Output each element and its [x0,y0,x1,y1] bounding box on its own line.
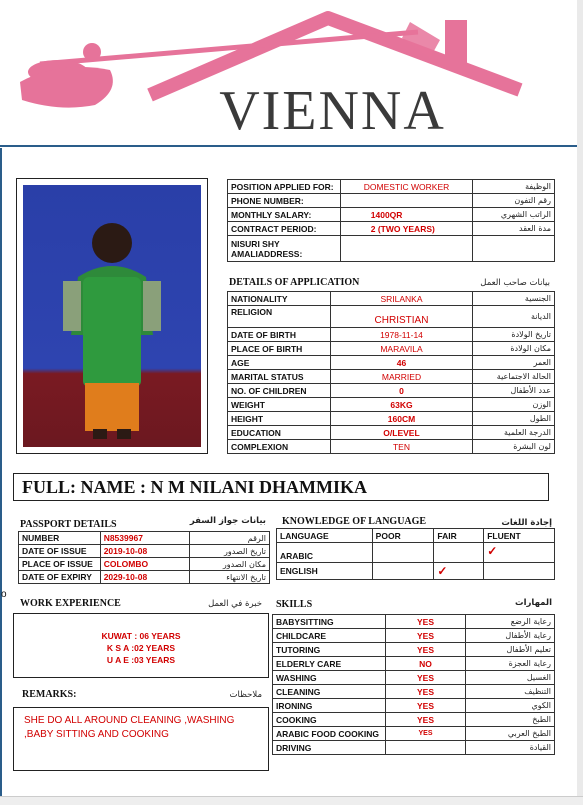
passport-table [18,531,270,584]
position-label: POSITION APPLIED FOR: [228,180,341,194]
skill-cleaning-value: YES [385,685,466,699]
skill-babysitting-label-ar: رعاية الرضع [466,615,555,629]
phone-label: PHONE NUMBER: [228,194,341,208]
lang-english-poor [372,563,434,580]
skill-cooking-value: YES [385,713,466,727]
skill-cooking-label-ar: الطبخ [466,713,555,727]
remarks-title-ar: ملاحظات [229,690,262,700]
table-row [273,643,555,657]
skill-childcare-value: YES [385,629,466,643]
issue-place-label: PLACE OF ISSUE [19,558,101,571]
lang-header-fluent: FLUENT [484,529,555,543]
marital-value: MARRIED [330,370,472,384]
lang-english-label: ENGLISH [277,563,373,580]
lang-english-fluent [484,563,555,580]
dob-value: 1978-11-14 [330,328,472,342]
skill-cooking-label: COOKING [273,713,386,727]
applicant-photo [16,178,208,454]
salary-value: 1400QR [340,208,473,222]
nationality-label: NATIONALITY [228,292,331,306]
table-row [273,629,555,643]
skill-ironing-value: YES [385,699,466,713]
language-table [276,528,555,580]
table-row [228,356,555,370]
table-row [273,713,555,727]
education-label-ar: الدرجة العلمية [473,426,555,440]
scrollbar[interactable] [577,0,583,805]
table-row [228,342,555,356]
table-row [277,543,555,563]
work-line: K S A :02 YEARS [106,643,176,653]
complexion-label: COMPLEXION [228,440,331,454]
table-row [228,440,555,454]
salary-label: MONTHLY SALARY: [228,208,341,222]
table-row [228,222,555,236]
pob-label-ar: مكان الولادة [473,342,555,356]
table-row [277,563,555,580]
remarks-text: SHE DO ALL AROUND CLEANING ,WASHING ,BABY SITTING AND COOKING [24,715,235,740]
skill-elderly-label-ar: رعاية العجزة [466,657,555,671]
passport-number-label-ar: الرقم [190,532,270,545]
person-figure [23,185,201,447]
salary-label-ar: الراتب الشهري [473,208,555,222]
weight-value: 63KG [330,398,472,412]
education-label: EDUCATION [228,426,331,440]
address-label-ar [473,236,555,262]
table-row [19,571,270,584]
pob-label: PLACE OF BIRTH [228,342,331,356]
work-line: KUWAT : 06 YEARS [101,631,181,641]
passport-number-label: NUMBER [19,532,101,545]
skill-elderly-label: ELDERLY CARE [273,657,386,671]
skill-washing-value: YES [385,671,466,685]
marital-label: MARITAL STATUS [228,370,331,384]
issue-date-value: 2019-10-08 [100,545,190,558]
age-label-ar: العمر [473,356,555,370]
address-label: NISURI SHY AMALIADDRESS: [228,236,341,262]
work-title-ar: خبرة في العمل [208,599,262,609]
pob-value: MARAVILA [330,342,472,356]
table-row [273,727,555,741]
weight-label-ar: الوزن [473,398,555,412]
age-value: 46 [330,356,472,370]
expiry-label-ar: تاريخ الانتهاء [190,571,270,584]
skills-title: SKILLS [276,599,313,610]
lang-arabic-poor [372,543,434,563]
lang-english-fair: ✓ [434,563,484,580]
children-label-ar: عدد الأطفال [473,384,555,398]
weight-label: WEIGHT [228,398,331,412]
table-row [277,529,555,543]
phone-value [340,194,473,208]
language-title-ar: إجادة اللغات [501,518,552,528]
age-label: AGE [228,356,331,370]
table-row [228,292,555,306]
issue-date-label-ar: تاريخ الصدور [190,545,270,558]
header [0,0,583,150]
table-row [228,180,555,194]
lang-header-language: LANGUAGE [277,529,373,543]
details-title: DETAILS OF APPLICATION [229,277,360,288]
table-row [228,194,555,208]
dob-label: DATE OF BIRTH [228,328,331,342]
table-row [19,545,270,558]
table-row [19,532,270,545]
expiry-value: 2029-10-08 [100,571,190,584]
skill-driving-label: DRIVING [273,741,386,755]
skill-babysitting-value: YES [385,615,466,629]
remarks-title: REMARKS: [22,689,77,700]
skill-childcare-label-ar: رعاية الأطفال [466,629,555,643]
lang-arabic-fluent: ✓ [484,543,555,563]
table-row [228,328,555,342]
page-bottom-edge [0,796,583,805]
passport-title: PASSPORT DETAILS [20,519,117,530]
children-value: 0 [330,384,472,398]
work-line: U A E :03 YEARS [106,655,176,665]
table-row [273,615,555,629]
lang-header-poor: POOR [372,529,434,543]
passport-title-ar: بيانات جواز السفر [189,516,266,526]
work-title: WORK EXPERIENCE [20,598,121,609]
nationality-value: SRILANKA [330,292,472,306]
skill-childcare-label: CHILDCARE [273,629,386,643]
religion-value: CHRISTIAN [330,306,472,328]
skill-elderly-value: NO [385,657,466,671]
skills-title-ar: المهارات [515,598,552,608]
details-title-ar: بيانات صاحب العمل [480,278,550,288]
table-row [228,306,555,328]
religion-label-ar: الديانة [473,306,555,328]
photo-image [23,185,201,447]
table-row [228,370,555,384]
table-row [273,699,555,713]
complexion-value: TEN [330,440,472,454]
lang-arabic-fair [434,543,484,563]
position-value: DOMESTIC WORKER [340,180,473,194]
height-label-ar: الطول [473,412,555,426]
contract-label: CONTRACT PERIOD: [228,222,341,236]
passport-number-value: N8539967 [100,532,190,545]
table-row [228,398,555,412]
skill-babysitting-label: BABYSITTING [273,615,386,629]
skill-driving-label-ar: القيادة [466,741,555,755]
contract-label-ar: مدة العقد [473,222,555,236]
phone-label-ar: رقم التفون [473,194,555,208]
address-value [340,236,473,262]
religion-label: RELIGION [228,306,331,328]
skill-arabic-food-label: ARABIC FOOD COOKING [273,727,386,741]
table-row [228,384,555,398]
skill-ironing-label: IRONING [273,699,386,713]
skill-ironing-label-ar: الكوي [466,699,555,713]
table-row [273,685,555,699]
remarks-box [13,707,269,771]
work-experience-box [13,613,269,678]
table-row [228,236,555,262]
marital-label-ar: الحالة الاجتماعية [473,370,555,384]
brand-name: VIENNA [219,80,446,142]
skill-washing-label: WASHING [273,671,386,685]
table-row [273,741,555,755]
skill-cleaning-label-ar: التنظيف [466,685,555,699]
table-row [273,657,555,671]
skill-arabic-food-label-ar: الطبخ العربي [466,727,555,741]
education-value: O/LEVEL [330,426,472,440]
table-row [19,558,270,571]
lang-header-fair: FAIR [434,529,484,543]
skill-tutoring-value: YES [385,643,466,657]
dob-label-ar: تاريخ الولادة [473,328,555,342]
height-label: HEIGHT [228,412,331,426]
stray-mark: o [1,589,7,600]
contract-value: 2 (TWO YEARS) [340,222,473,236]
skill-tutoring-label: TUTORING [273,643,386,657]
issue-place-value: COLOMBO [100,558,190,571]
lang-arabic-label: ARABIC [277,543,373,563]
skills-table [272,614,555,755]
table-row [273,671,555,685]
skill-driving-value [385,741,466,755]
complexion-label-ar: لون البشرة [473,440,555,454]
table-row [228,412,555,426]
skill-arabic-food-value: YES [385,727,466,741]
issue-place-label-ar: مكان الصدور [190,558,270,571]
table-row [228,426,555,440]
skill-cleaning-label: CLEANING [273,685,386,699]
skill-tutoring-label-ar: تعليم الأطفال [466,643,555,657]
header-divider [0,145,577,147]
application-table [227,179,555,262]
expiry-label: DATE OF EXPIRY [19,571,101,584]
details-table [227,291,555,454]
issue-date-label: DATE OF ISSUE [19,545,101,558]
position-label-ar: الوظيفة [473,180,555,194]
frame-left-border [0,148,2,798]
children-label: NO. OF CHILDREN [228,384,331,398]
table-row [228,208,555,222]
skill-washing-label-ar: الغسيل [466,671,555,685]
full-name: FULL: NAME : N M NILANI DHAMMIKA [13,473,549,501]
height-value: 160CM [330,412,472,426]
language-title: KNOWLEDGE OF LANGUAGE [282,516,427,527]
nationality-label-ar: الجنسية [473,292,555,306]
